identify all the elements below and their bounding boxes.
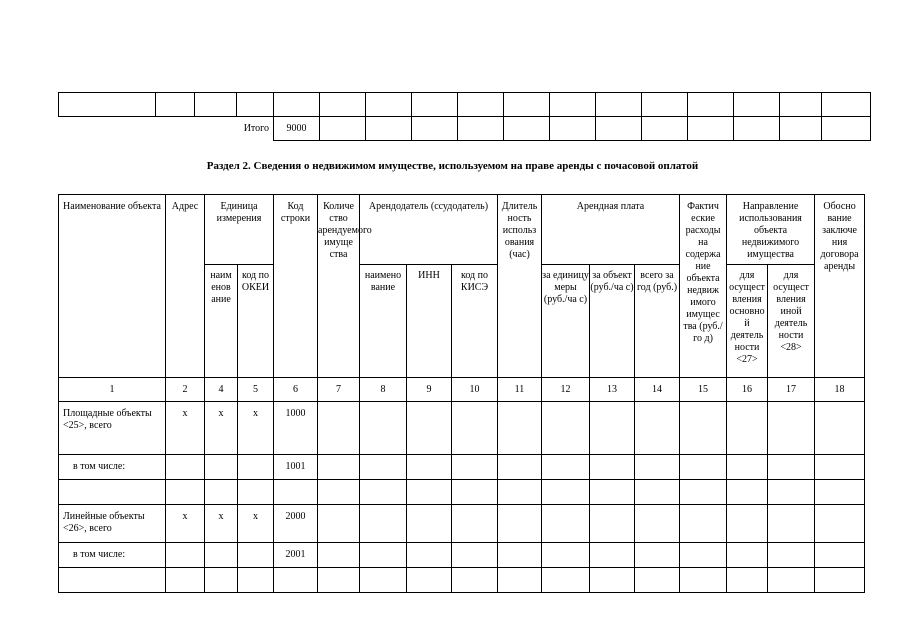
leased-property-table [58, 194, 865, 593]
col-landlord-inn-header: ИНН [407, 265, 452, 378]
col-unit-name-header: наим енов ание [205, 265, 238, 378]
table-row-empty [59, 568, 865, 593]
row-label: Площадные объекты <25>, всего [59, 402, 166, 455]
cell-x: х [205, 505, 238, 543]
col-rented-qty-header: Количе ство арендуемого имуще ства [318, 195, 360, 378]
col-number: 6 [274, 378, 318, 402]
col-actual-costs-header: Фактич еские расходы на содержа ние объекта недвиж имого имущес тва (руб./го д) [680, 195, 727, 378]
col-purpose-other-header: для осущест вления иной деятель ности <28> [768, 265, 815, 378]
col-number: 12 [542, 378, 590, 402]
col-number: 9 [407, 378, 452, 402]
row-code: 1001 [274, 455, 318, 480]
col-number: 4 [205, 378, 238, 402]
cell-x: х [166, 505, 205, 543]
col-rent-per-unit-header: за единицу меры (руб./ча с) [542, 265, 590, 378]
table-row-area-incl [59, 455, 865, 480]
col-number: 1 [59, 378, 166, 402]
col-number: 15 [680, 378, 727, 402]
col-unit-header: Единица измерения [205, 195, 274, 265]
col-unit-okei-header: код по ОКЕИ [238, 265, 274, 378]
col-number: 17 [768, 378, 815, 402]
table-row-area-total [59, 402, 865, 455]
col-duration-header: Длитель ность использ ования (час) [498, 195, 542, 378]
top-empty-row [59, 93, 871, 117]
table-row-linear-incl [59, 543, 865, 568]
row-label: в том числе: [59, 455, 166, 480]
col-number: 7 [318, 378, 360, 402]
col-number: 14 [635, 378, 680, 402]
table-row-empty [59, 480, 865, 505]
total-row [59, 117, 871, 141]
col-purpose-main-header: для осущест вления основно й деятель ности <27> [727, 265, 768, 378]
row-label: Линейные объекты <26>, всего [59, 505, 166, 543]
top-summary-table [58, 92, 871, 141]
col-landlord-name-header: наимено вание [360, 265, 407, 378]
col-name-header: Наименование объекта [59, 195, 166, 378]
cell-x: х [238, 505, 274, 543]
col-rent-header: Арендная плата [542, 195, 680, 265]
total-label: Итого [59, 117, 274, 141]
section-title: Раздел 2. Сведения о недвижимом имуществе, используемом на праве аренды с почасовой оплатой [206, 160, 699, 172]
col-number: 11 [498, 378, 542, 402]
cell-x: х [205, 402, 238, 455]
col-row-code-header: Код строки [274, 195, 318, 378]
row-code: 2000 [274, 505, 318, 543]
col-number: 8 [360, 378, 407, 402]
col-number: 18 [815, 378, 865, 402]
col-rent-per-year-header: всего за год (руб.) [635, 265, 680, 378]
col-justification-header: Обосно вание заключе ния договора аренды [815, 195, 865, 378]
total-code: 9000 [274, 117, 320, 141]
row-code: 2001 [274, 543, 318, 568]
col-landlord-kise-header: код по КИСЭ [452, 265, 498, 378]
col-purpose-header: Направление использования объекта недвижимого имущества [727, 195, 815, 265]
col-address-header: Адрес [166, 195, 205, 378]
col-rent-per-object-header: за объект (руб./ча с) [590, 265, 635, 378]
col-number: 2 [166, 378, 205, 402]
col-number: 10 [452, 378, 498, 402]
col-number: 5 [238, 378, 274, 402]
cell-x: х [166, 402, 205, 455]
header-row-1 [59, 195, 865, 265]
table-row-linear-total [59, 505, 865, 543]
col-landlord-header: Арендодатель (ссудодатель) [360, 195, 498, 265]
column-number-row [59, 378, 865, 402]
col-number: 13 [590, 378, 635, 402]
row-code: 1000 [274, 402, 318, 455]
cell-x: х [238, 402, 274, 455]
col-number: 16 [727, 378, 768, 402]
row-label: в том числе: [59, 543, 166, 568]
